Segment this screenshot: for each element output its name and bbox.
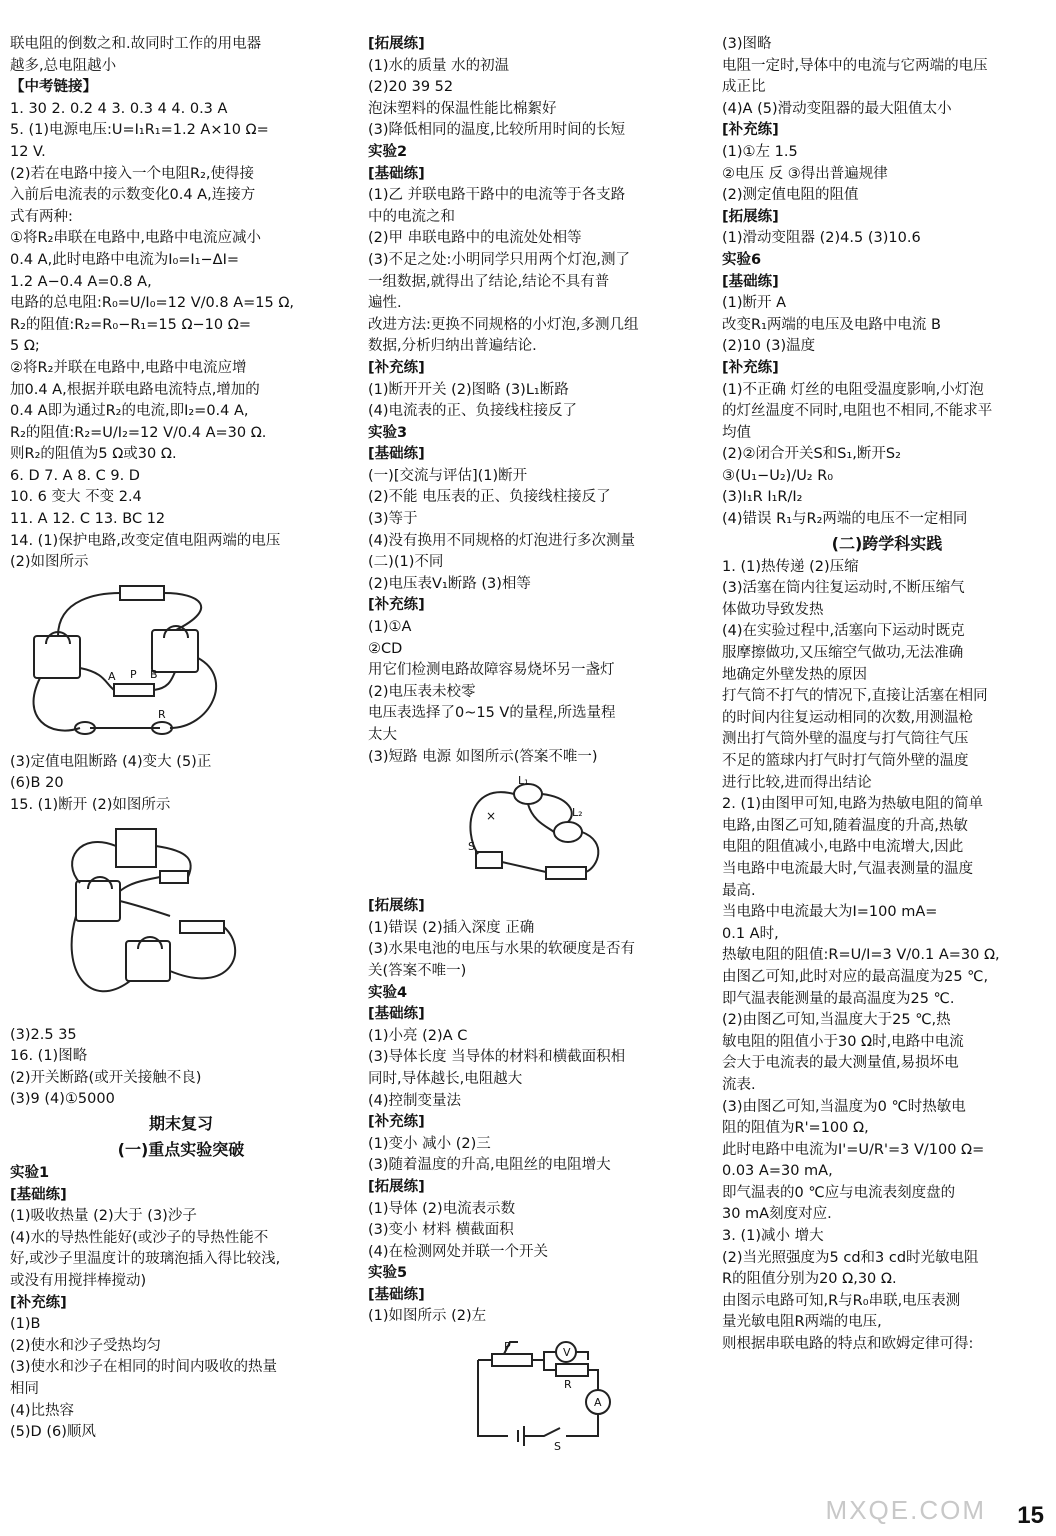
text-line: 实验6	[722, 251, 762, 268]
text-line: 6. D 7. A 8. C 9. D	[10, 467, 140, 484]
text-line: 10. 6 变大 不变 2.4	[10, 489, 142, 506]
text-line: (3)9 (4)①5000	[10, 1091, 115, 1108]
text-line: (1)小亮 (2)A C	[368, 1027, 468, 1044]
text-line: 最高.	[722, 882, 756, 899]
text-line: (3)不足之处:小明同学只用两个灯泡,测了	[368, 251, 631, 268]
text-line: (2)开关断路(或开关接触不良)	[10, 1069, 202, 1086]
text-line: 电阻一定时,导体中的电流与它两端的电压	[722, 57, 988, 74]
text-line: [补充练]	[368, 359, 425, 376]
text-line: 11. A 12. C 13. BC 12	[10, 511, 166, 528]
text-line: [补充练]	[368, 597, 425, 614]
text-line: 同时,导体越长,电阻越大	[368, 1070, 523, 1087]
text-line: [基础练]	[368, 446, 425, 463]
section-heading: (二)跨学科实践	[831, 533, 943, 553]
text-line: [补充练]	[368, 1114, 425, 1131]
text-line: [补充练]	[722, 359, 779, 376]
text-line: [拓展练]	[368, 36, 425, 52]
text-line: 均值	[722, 424, 751, 441]
text-line: 不足的篮球内打气时打气筒外壁的温度	[722, 753, 969, 769]
text-line: 实验3	[368, 424, 408, 441]
text-line: 联电阻的倒数之和.故同时工作的用电器	[10, 36, 262, 52]
text-line: [拓展练]	[368, 898, 425, 915]
text-line: 实验2	[368, 143, 408, 160]
page-number: 15	[1017, 1502, 1044, 1529]
text-line: 敏电阻的阻值小于30 Ω时,电路中电流	[722, 1033, 964, 1050]
text-line: 打气筒不打气的情况下,直接让活塞在相同	[722, 688, 988, 705]
text-line: 服摩擦做功,又压缩空气做功,无法准确	[722, 645, 964, 662]
text-line: [基础练]	[722, 273, 779, 290]
text-line: (3)导体长度 当导体的材料和横截面积相	[368, 1049, 626, 1066]
text-line: ①将R₂串联在电路中,电路中电流应减小	[10, 230, 261, 247]
text-line: (4)电流表的正、负接线柱接反了	[368, 403, 578, 420]
svg-text:V: V	[563, 1346, 571, 1360]
text-line: (2)当光照强度为5 cd和3 cd时光敏电阻	[722, 1249, 979, 1266]
svg-text:S: S	[554, 1440, 561, 1453]
text-line: (3)使水和沙子在相同的时间内吸收的热量	[10, 1359, 278, 1376]
section-heading: (一)重点实验突破	[117, 1140, 245, 1159]
text-line: (3)短路 电源 如图所示(答案不唯一)	[368, 748, 598, 765]
text-line: 1.2 A−0.4 A=0.8 A,	[10, 273, 152, 290]
text-line: 改进方法:更换不同规格的小灯泡,多测几组	[368, 316, 639, 333]
text-line: ②CD	[368, 640, 403, 657]
text-line: 量光敏电阻R两端的电压,	[722, 1314, 882, 1331]
text-line: [基础练]	[368, 1006, 425, 1023]
text-line: 5. (1)电源电压:U=I₁R₁=1.2 A×10 Ω=	[10, 122, 269, 139]
circuit-figure-15	[10, 821, 270, 1021]
text-line: (3)等于	[368, 511, 418, 528]
svg-text:A: A	[108, 669, 116, 683]
text-line: (2)使水和沙子受热均匀	[10, 1337, 162, 1354]
text-line: 2. (1)由图甲可知,电路为热敏电阻的简单	[722, 796, 984, 813]
svg-text:A: A	[594, 1396, 602, 1410]
text-line: (1)不正确 灯丝的电阻受温度影响,小灯泡	[722, 381, 984, 398]
text-line: (1)吸收热量 (2)大于 (3)沙子	[10, 1208, 197, 1225]
text-line: (2)由图乙可知,当温度大于25 ℃,热	[722, 1012, 951, 1029]
text-line: 1. (1)热传递 (2)压缩	[722, 558, 859, 575]
text-line: (1)如图所示 (2)左	[368, 1308, 487, 1325]
text-line: 电路的总电阻:R₀=U/I₀=12 V/0.8 A=15 Ω,	[10, 295, 295, 312]
text-line: (1)乙 并联电路干路中的电流等于各支路	[368, 187, 626, 204]
text-line: (1)①A	[368, 619, 412, 636]
svg-text:L₂: L₂	[572, 806, 583, 820]
text-line: 则根据串联电路的特点和欧姆定律可得:	[722, 1336, 974, 1353]
text-line: (4)A (5)滑动变阻器的最大阻值太小	[722, 100, 952, 117]
text-line: (二)(1)不同	[368, 554, 444, 571]
text-line: (3)I₁R I₁R/I₂	[722, 489, 803, 506]
text-line: [补充练]	[10, 1294, 67, 1311]
svg-text:L₁: L₁	[518, 774, 529, 788]
text-line: (2)不能 电压表的正、负接线柱接反了	[368, 489, 611, 506]
text-line: 关(答案不唯一)	[368, 962, 467, 979]
text-line: 由图乙可知,此时对应的最高温度为25 ℃,	[722, 968, 989, 985]
text-line: R₂的阻值:R₂=U/I₂=12 V/0.4 A=30 Ω.	[10, 424, 267, 441]
circuit-figure-exp3	[368, 772, 668, 892]
text-line: 流表.	[722, 1076, 756, 1093]
text-line: (一)[交流与评估](1)断开	[368, 467, 528, 484]
text-line: 泡沫塑料的保温性能比棉絮好	[368, 100, 557, 117]
text-line: (6)B 20	[10, 775, 64, 792]
text-line: 实验5	[368, 1265, 408, 1282]
text-line: 即气温表的0 ℃应与电流表刻度盘的	[722, 1184, 956, 1201]
text-line: 【中考链接】	[10, 79, 97, 96]
text-line: 式有两种:	[10, 208, 73, 225]
answer-block	[368, 34, 704, 768]
text-line: 当电路中电流最大为I=100 mA=	[722, 904, 938, 921]
text-line: (4)水的导热性能好(或沙子的导热性能不	[10, 1229, 269, 1246]
text-line: 改变R₁两端的电压及电路中电流 B	[722, 316, 941, 333]
text-line: (2)20 39 52	[368, 79, 454, 96]
column-1	[10, 34, 352, 1444]
text-line: 15. (1)断开 (2)如图所示	[10, 797, 171, 814]
text-line: 5 Ω;	[10, 338, 40, 355]
answer-block	[722, 557, 1052, 1356]
text-line: (1)错误 (2)插入深度 正确	[368, 919, 535, 936]
text-line: 实验1	[10, 1165, 50, 1181]
text-line: 当电路中电流最大时,气温表测量的温度	[722, 860, 974, 877]
text-line: ③(U₁−U₂)/U₂ R₀	[722, 467, 834, 484]
text-line: 电压表选择了0~15 V的量程,所选量程	[368, 705, 616, 722]
text-line: 会大于电流表的最大测量值,易损坏电	[722, 1055, 959, 1072]
text-line: 相同	[10, 1380, 39, 1397]
text-line: 阻的阻值为R'=100 Ω,	[722, 1120, 869, 1137]
text-line: 体做功导致发热	[722, 601, 824, 618]
text-line: (4)在实验过程中,活塞向下运动时既克	[722, 623, 965, 640]
text-line: 地确定外壁发热的原因	[722, 666, 867, 683]
text-line: 此时电路中电流为I'=U/R'=3 V/100 Ω=	[722, 1141, 985, 1158]
text-line: 14. (1)保护电路,改变定值电阻两端的电压	[10, 532, 281, 549]
text-line: (4)错误 R₁与R₂两端的电压不一定相同	[722, 511, 968, 528]
text-line: 的时间内往复运动相同的次数,用测温枪	[722, 709, 974, 726]
text-line: [基础练]	[368, 1286, 425, 1303]
text-line: 电路,由图乙可知,随着温度的升高,热敏	[722, 817, 968, 834]
text-line: (5)D (6)顺风	[10, 1424, 96, 1441]
text-line: 测出打气筒外壁的温度与打气筒往气压	[722, 731, 969, 748]
column-3	[722, 34, 1052, 1356]
text-line: (1)导体 (2)电流表示数	[368, 1200, 516, 1217]
text-line: 数据,分析归纳出普遍结论.	[368, 338, 537, 355]
text-line: 用它们检测电路故障容易烧坏另一盏灯	[368, 662, 615, 679]
text-line: (2)10 (3)温度	[722, 338, 816, 355]
text-line: (3)变小 材料 横截面积	[368, 1222, 514, 1239]
text-line: (4)没有换用不同规格的灯泡进行多次测量	[368, 532, 636, 549]
svg-text:S: S	[468, 840, 475, 854]
text-line: (3)水果电池的电压与水果的软硬度是否有	[368, 941, 636, 958]
text-line: (2)电压表未校零	[368, 683, 476, 700]
text-line: [基础练]	[10, 1186, 67, 1203]
text-line: (1)B	[10, 1316, 41, 1333]
text-line: (2)如图所示	[10, 554, 89, 571]
text-line: 即气温表能测量的最高温度为25 ℃.	[722, 990, 955, 1007]
text-line: 由图示电路可知,R与R₀串联,电压表测	[722, 1292, 961, 1309]
answer-block	[10, 752, 352, 817]
text-line: (3)2.5 35	[10, 1026, 77, 1043]
text-line: (3)图略	[722, 36, 772, 52]
svg-text:R: R	[158, 707, 166, 721]
circuit-figure-exp5	[368, 1332, 668, 1452]
text-line: (1)变小 减小 (2)三	[368, 1135, 491, 1152]
text-line: (2)甲 串联电路中的电流处处相等	[368, 230, 582, 247]
text-line: (4)控制变量法	[368, 1092, 462, 1109]
text-line: (3)定值电阻断路 (4)变大 (5)正	[10, 753, 212, 770]
circuit-figure-14	[10, 578, 270, 748]
text-line: (4)在检测网处并联一个开关	[368, 1243, 549, 1260]
watermark: MXQE.COM	[825, 1495, 986, 1525]
text-line: 0.03 A=30 mA,	[722, 1163, 833, 1180]
text-line: 1. 30 2. 0.2 4 3. 0.3 4 4. 0.3 A	[10, 100, 228, 117]
text-line: (2)电压表V₁断路 (3)相等	[368, 575, 531, 592]
column-2	[368, 34, 704, 1456]
text-line: (2)测定值电阻的阻值	[722, 187, 859, 204]
answer-block	[10, 1163, 352, 1444]
text-line: R的阻值分别为20 Ω,30 Ω.	[722, 1271, 897, 1288]
text-line: (1)断开 A	[722, 295, 787, 312]
text-line: 越多,总电阻越小	[10, 57, 117, 74]
text-line: 0.4 A,此时电路中电流为I₀=I₁−ΔI=	[10, 251, 240, 268]
text-line: 太大	[368, 727, 397, 743]
text-line: [拓展练]	[722, 208, 779, 225]
text-line: (3)活塞在筒内往复运动时,不断压缩气	[722, 580, 965, 597]
text-line: 30 mA刻度对应.	[722, 1206, 832, 1223]
text-line: [补充练]	[722, 122, 779, 139]
text-line: 则R₂的阻值为5 Ω或30 Ω.	[10, 446, 177, 463]
text-line: ②将R₂并联在电路中,电路中电流应增	[10, 359, 247, 376]
text-line: 中的电流之和	[368, 208, 455, 225]
text-line: 0.1 A时,	[722, 925, 779, 942]
text-line: (2)②闭合开关S和S₁,断开S₂	[722, 446, 901, 463]
text-line: (1)水的质量 水的初温	[368, 57, 510, 74]
text-line: 热敏电阻的阻值:R=U/I=3 V/0.1 A=30 Ω,	[722, 947, 1000, 964]
text-line: (1)①左 1.5	[722, 143, 798, 160]
text-line: (3)随着温度的升高,电阻丝的电阻增大	[368, 1157, 611, 1174]
text-line: [基础练]	[368, 165, 425, 182]
svg-text:B: B	[150, 667, 158, 681]
text-line: 进行比较,进而得出结论	[722, 774, 872, 791]
text-line: 实验4	[368, 984, 408, 1001]
text-line: (4)比热容	[10, 1402, 75, 1419]
text-line: 遍性.	[368, 295, 402, 312]
svg-text:P: P	[130, 667, 137, 681]
text-line: 0.4 A即为通过R₂的电流,即I₂=0.4 A,	[10, 403, 249, 420]
svg-text:×: ×	[486, 809, 497, 824]
svg-text:R: R	[564, 1378, 572, 1392]
svg-text:P: P	[504, 1340, 511, 1354]
text-line: 12 V.	[10, 143, 46, 160]
answer-block	[10, 34, 352, 574]
text-line: 一组数据,就得出了结论,结论不具有普	[368, 273, 610, 290]
answer-block	[368, 896, 704, 1328]
text-line: 好,或沙子里温度计的玻璃泡插入得比较浅,	[10, 1251, 281, 1268]
answer-block	[722, 34, 1052, 531]
text-line: 电阻的阻值减小,电路中电流增大,因此	[722, 839, 964, 856]
text-line: 的灯丝温度不同时,电阻也不相同,不能求平	[722, 403, 993, 420]
text-line: 或没有用搅拌棒搅动)	[10, 1272, 147, 1289]
answer-block	[10, 1025, 352, 1111]
text-line: 16. (1)图略	[10, 1048, 88, 1065]
section-heading: 期末复习	[148, 1114, 213, 1133]
text-line: (1)断开开关 (2)图略 (3)L₁断路	[368, 381, 569, 398]
text-line: (3)降低相同的温度,比较所用时间的长短	[368, 122, 626, 139]
text-line: (3)由图乙可知,当温度为0 ℃时热敏电	[722, 1098, 966, 1115]
text-line: [拓展练]	[368, 1178, 425, 1195]
text-line: R₂的阻值:R₂=R₀−R₁=15 Ω−10 Ω=	[10, 316, 251, 333]
text-line: 3. (1)减小 增大	[722, 1228, 824, 1245]
text-line: 加0.4 A,根据并联电路电流特点,增加的	[10, 381, 260, 398]
text-line: 入前后电流表的示数变化0.4 A,连接方	[10, 187, 256, 204]
text-line: 成正比	[722, 79, 766, 96]
text-line: ②电压 反 ③得出普遍规律	[722, 165, 888, 182]
text-line: (2)若在电路中接入一个电阻R₂,使得接	[10, 165, 255, 182]
text-line: (1)滑动变阻器 (2)4.5 (3)10.6	[722, 230, 921, 247]
